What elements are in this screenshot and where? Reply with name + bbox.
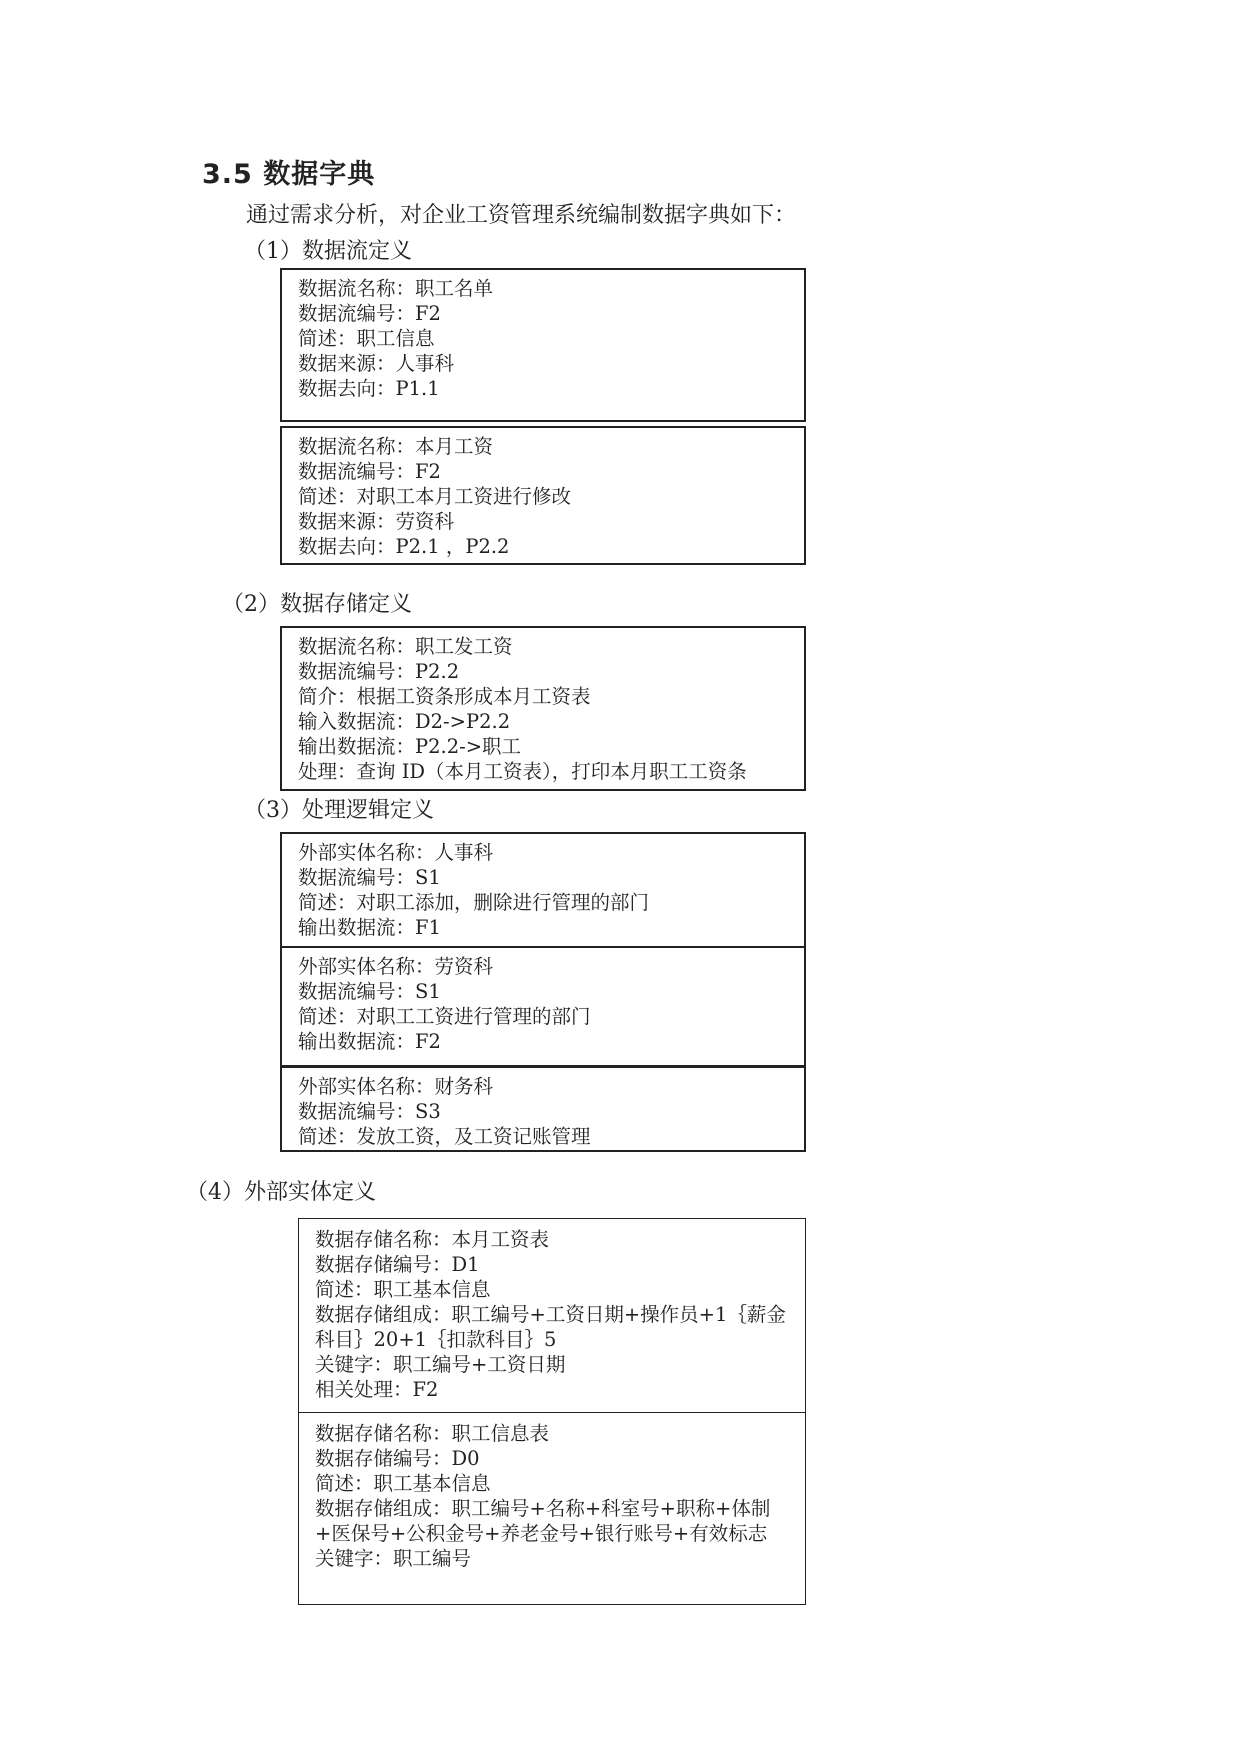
process-logic-box-3: [280, 1066, 806, 1152]
data-store-box: [280, 626, 806, 791]
box-line: 简述：对职工本月工资进行修改: [298, 485, 572, 508]
box-line: 数据存储名称：职工信息表: [315, 1422, 550, 1445]
section-heading: 3.5 数据字典: [202, 159, 376, 190]
entity-entry-2: [315, 1421, 791, 1571]
box-line: 输入数据流：D2->P2.2: [298, 710, 511, 733]
box-line: 数据去向：P1.1: [298, 377, 440, 400]
box-line: 处理：查询 ID（本月工资表），打印本月职工工资条: [298, 760, 747, 783]
box-line: 数据流编号：P2.2: [298, 660, 460, 683]
box-line: 数据流名称：职工发工资: [298, 635, 513, 658]
box-line: 输出数据流：F1: [298, 916, 441, 939]
box-line: 简述：职工信息: [298, 327, 435, 350]
entry-divider: [299, 1412, 805, 1413]
box-line: 数据流编号：S1: [298, 980, 441, 1003]
box-line: 关键字：职工编号: [315, 1547, 472, 1570]
box-line: 数据存储名称：本月工资表: [315, 1228, 550, 1251]
section-title-3: （3）处理逻辑定义: [244, 798, 434, 823]
section-title-2: （2）数据存储定义: [222, 592, 412, 617]
box-line: 外部实体名称：劳资科: [298, 955, 494, 978]
box-line: 外部实体名称：人事科: [298, 841, 494, 864]
box-line: 简述：发放工资，及工资记账管理: [298, 1125, 591, 1148]
box-line: 数据流编号：S3: [298, 1100, 441, 1123]
process-logic-box-2: [280, 946, 806, 1067]
box-line: 数据来源：劳资科: [298, 510, 455, 533]
box-line: 简述：职工基本信息: [315, 1472, 491, 1495]
box-line: 数据流编号：F2: [298, 460, 441, 483]
box-line: 数据流名称：职工名单: [298, 277, 494, 300]
box-line: 输出数据流：P2.2->职工: [298, 735, 522, 758]
box-line: 数据来源：人事科: [298, 352, 455, 375]
box-line: 外部实体名称：财务科: [298, 1075, 494, 1098]
intro-paragraph: 通过需求分析，对企业工资管理系统编制数据字典如下：: [246, 203, 797, 228]
data-flow-box-1: [280, 268, 806, 422]
box-line: 输出数据流：F2: [298, 1030, 441, 1053]
box-line: 关键字：职工编号+工资日期: [315, 1353, 566, 1376]
box-line: 数据存储组成：职工编号+名称+科室号+职称+体制+医保号+公积金号+养老金号+银行账号+有效标志: [315, 1497, 771, 1545]
box-line: 数据流名称：本月工资: [298, 435, 494, 458]
box-line: 数据去向：P2.1 ，P2.2: [298, 535, 510, 558]
section-title-4: （4）外部实体定义: [186, 1180, 376, 1205]
entity-box: [298, 1218, 806, 1605]
box-line: 简述：对职工工资进行管理的部门: [298, 1005, 591, 1028]
process-logic-box-1: [280, 832, 806, 948]
box-line: 数据流编号：F2: [298, 302, 441, 325]
box-line: 相关处理：F2: [315, 1378, 439, 1401]
data-flow-box-2: [280, 426, 806, 565]
box-line: 简述：对职工添加，删除进行管理的部门: [298, 891, 650, 914]
box-line: 简述：职工基本信息: [315, 1278, 491, 1301]
entity-entry-1: [315, 1227, 791, 1402]
box-line: 数据存储编号：D0: [315, 1447, 480, 1470]
box-line: 数据流编号：S1: [298, 866, 441, 889]
section-title-1: （1）数据流定义: [244, 239, 412, 264]
box-line: 数据存储组成：职工编号+工资日期+操作员+1｛薪金科目｝20+1｛扣款科目｝5: [315, 1303, 786, 1351]
box-line: 简介：根据工资条形成本月工资表: [298, 685, 591, 708]
box-line: 数据存储编号：D1: [315, 1253, 480, 1276]
